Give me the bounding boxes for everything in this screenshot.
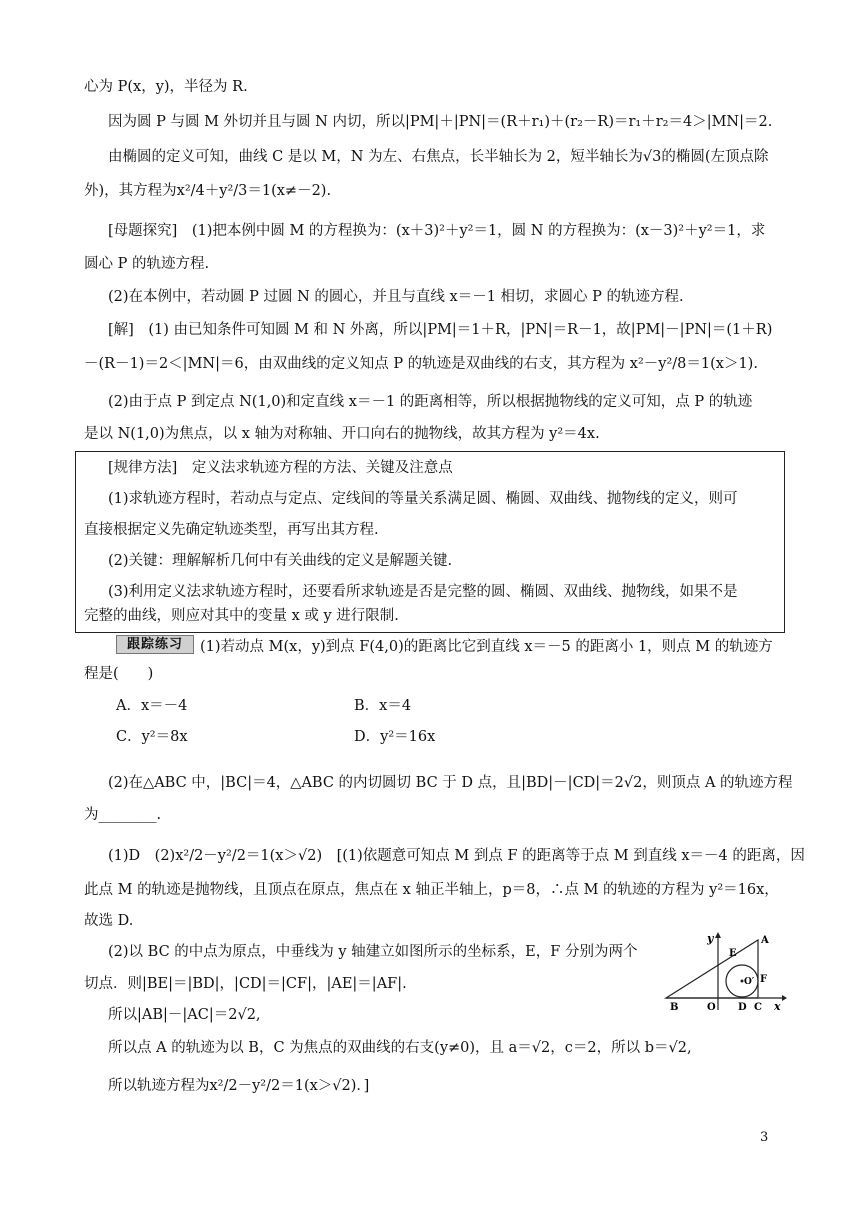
text-line-9: －(R－1)＝2＜|MN|＝6，由双曲线的定义知点 P 的轨迹是双曲线的右支，其方程为 x²－y²/8＝1(x＞1). — [84, 356, 758, 372]
text-line-10: (2)由于点 P 到定点 N(1,0)和定直线 x＝－1 的距离相等，所以根据抛物线的定义可知，点 P 的轨迹 — [108, 394, 753, 410]
label-c: C — [754, 1002, 762, 1012]
choice-b: B．x＝4 — [354, 698, 412, 714]
text-line-21: 为________. — [84, 807, 162, 823]
box-line-4: (2)关键：理解解析几何中有关曲线的定义是解题关键. — [108, 553, 453, 569]
box-line-5: (3)利用定义法求轨迹方程时，还要看所求轨迹是否是完整的圆、椭圆、双曲线、抛物线，如果不是 — [108, 584, 738, 600]
label-b: B — [670, 1002, 679, 1012]
label-o: O — [707, 1002, 716, 1012]
text-line-6: 圆心 P 的轨迹方程. — [84, 256, 210, 272]
text-line-18: (1)若动点 M(x，y)到点 F(4,0)的距离比它到直线 x＝－5 的距离小 1，则点 M 的轨迹方 — [200, 639, 773, 655]
text-line-5: [母题探究] (1)把本例中圆 M 的方程换为：(x＋3)²＋y²＝1，圆 N 的方程换为：(x－3)²＋y²＝1，求 — [108, 223, 766, 239]
choice-d: D．y²＝16x — [354, 729, 436, 745]
triangle-abc — [666, 940, 758, 998]
x-axis-arrow — [782, 995, 787, 1001]
label-d: D — [738, 1002, 747, 1012]
incircle-figure — [662, 932, 787, 1012]
label-o2: O′ — [744, 977, 755, 987]
text-line-8: [解] (1) 由已知条件可知圆 M 和 N 外离，所以|PM|＝1＋R，|PN|＝R－1，故|PM|－|PN|＝(1＋R) — [108, 322, 773, 338]
label-x: x — [774, 1000, 781, 1012]
answer-line-2: 此点 M 的轨迹是抛物线，且顶点在原点，焦点在 x 轴正半轴上，p＝8，∴点 M 的轨迹的方程为 y²＝16x， — [84, 882, 779, 898]
box-line-6: 完整的曲线，则应对其中的变量 x 或 y 进行限制. — [84, 608, 399, 624]
text-line-20: (2)在△ABC 中，|BC|＝4，△ABC 的内切圆切 BC 于 D 点，且|BD|－|CD|＝2√2，则顶点 A 的轨迹方程 — [108, 775, 793, 791]
answer-line-5: 切点．则|BE|＝|BD|，|CD|＝|CF|，|AE|＝|AF|. — [84, 976, 407, 992]
choice-a: A．x＝－4 — [116, 698, 188, 714]
text-line-11: 是以 N(1,0)为焦点，以 x 轴为对称轴、开口向右的抛物线，故其方程为 y²＝4x. — [84, 426, 600, 442]
answer-line-3: 故选 D. — [84, 913, 134, 929]
answer-line-8: 所以轨迹方程为x²/2－y²/2＝1(x＞√2)．] — [108, 1078, 370, 1094]
box-line-1: [规律方法] 定义法求轨迹方程的方法、关键及注意点 — [108, 460, 453, 476]
label-a: A — [761, 935, 769, 946]
answer-line-4: (2)以 BC 的中点为原点，中垂线为 y 轴建立如图所示的坐标系，E，F 分别为两个 — [108, 944, 638, 960]
answer-line-6: 所以|AB|－|AC|＝2√2, — [108, 1007, 261, 1023]
text-line-19: 程是( ) — [84, 666, 154, 682]
label-f: F — [760, 974, 768, 985]
text-line-2: 因为圆 P 与圆 M 外切并且与圆 N 内切，所以|PM|＋|PN|＝(R＋r₁)＋(r₂－R)＝r₁＋r₂＝4＞|MN|＝2. — [108, 114, 773, 130]
exercise-tag: 跟踪练习 — [116, 635, 194, 654]
answer-line-7: 所以点 A 的轨迹为以 B，C 为焦点的双曲线的右支(y≠0)，且 a＝√2，c＝2，所以 b＝√2, — [108, 1040, 692, 1056]
page-number: 3 — [760, 1130, 769, 1145]
label-e: E — [729, 948, 737, 959]
text-line-7: (2)在本例中，若动圆 P 过圆 N 的圆心，并且与直线 x＝－1 相切，求圆心 P 的轨迹方程. — [108, 289, 684, 305]
text-line-4: 外)，其方程为x²/4＋y²/3＝1(x≠－2). — [84, 183, 332, 199]
label-y: y — [707, 932, 714, 945]
box-line-2: (1)求轨迹方程时，若动点与定点、定线间的等量关系满足圆、椭圆、双曲线、抛物线的定义，则可 — [108, 491, 738, 507]
choice-c: C．y²＝8x — [116, 729, 188, 745]
box-line-3: 直接根据定义先确定轨迹类型，再写出其方程. — [84, 522, 379, 538]
answer-line-1: (1)D (2)x²/2－y²/2＝1(x＞√2) [(1)依题意可知点 M 到点 F 的距离等于点 M 到直线 x＝－4 的距离，因 — [108, 848, 805, 864]
text-line-1: 心为 P(x，y)，半径为 R. — [84, 79, 248, 95]
text-line-3: 由椭圆的定义可知，曲线 C 是以 M，N 为左、右焦点，长半轴长为 2，短半轴长为√3的椭圆(左顶点除 — [108, 149, 769, 165]
y-axis-arrow — [715, 932, 721, 938]
